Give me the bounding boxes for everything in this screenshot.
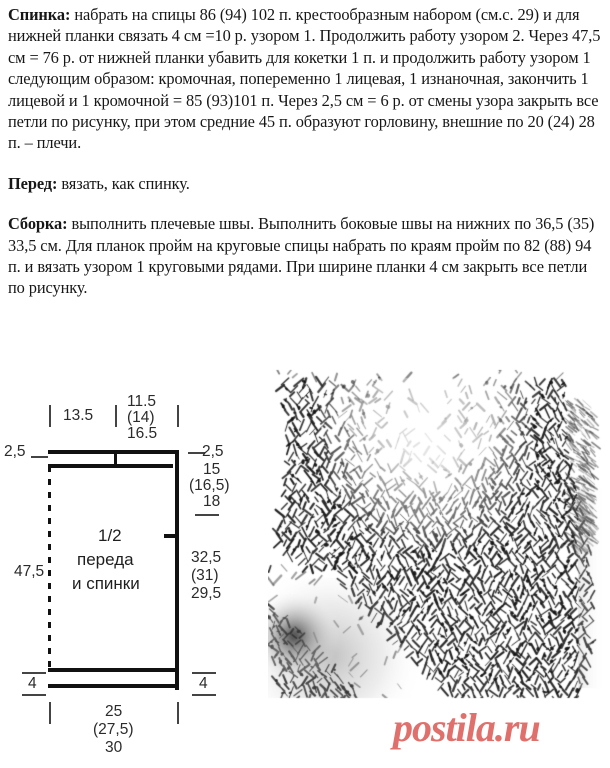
paragraph-assembly-body: выполнить плечевые швы. Выполнить боковые швы на нижних по 36,5 (35) 33,5 см. Для планок пройм на круговые спицы набрать по краям пройм по 82 (88) 94 п. и вязать узором 1 круговыми рядами. При ширине планки 4 см закрыть все петли по рисунку. <box>8 214 595 298</box>
garment-schematic <box>0 382 266 768</box>
dim-right-side-3: 29,5 <box>191 585 222 602</box>
dim-tick-left-bottom-b <box>22 694 46 696</box>
paragraph-assembly <box>8 213 604 299</box>
dim-bottom-width-3: 30 <box>105 739 123 756</box>
instructions-block <box>8 4 604 299</box>
dim-top-neck-1: 11.5 <box>127 393 157 410</box>
dim-tick-top-right <box>177 405 179 427</box>
dim-right-side-1: 32,5 <box>191 549 222 566</box>
outline-right-edge <box>175 450 179 690</box>
schematic-center-label-line1: 1/2 <box>98 526 122 545</box>
dim-bottom-width-2: (27,5) <box>93 721 134 738</box>
garment-photo <box>268 368 604 720</box>
dim-right-armhole-3: 18 <box>203 493 221 510</box>
dim-tick-left-top <box>31 456 48 458</box>
paragraph-front-body: вязать, как спинку. <box>57 173 190 193</box>
outline-armhole-tick <box>164 534 175 538</box>
dim-top-shoulder: 13.5 <box>63 407 94 424</box>
garment-photo-canvas <box>268 368 604 720</box>
dim-right-armhole-1: 15 <box>203 461 221 478</box>
dim-tick-right-armhole <box>195 514 219 516</box>
dim-tick-right-bottom-b <box>192 694 216 696</box>
dim-tick-left-bottom-a <box>22 672 46 674</box>
outline-bottom-band-top-edge <box>48 668 179 672</box>
dim-left-bottom: 4 <box>28 675 37 692</box>
outline-bottom-edge <box>48 684 179 688</box>
dim-tick-bottom-right <box>177 702 179 724</box>
paragraph-front-lead: Перед: <box>8 173 58 193</box>
site-watermark: postila.ru <box>393 705 540 750</box>
dim-top-neck-2: (14) <box>127 409 155 426</box>
dim-tick-top-left <box>49 405 51 427</box>
dim-bottom-width-1: 25 <box>105 703 123 720</box>
outline-shoulder-divider-tick <box>114 450 117 466</box>
paragraph-front <box>8 173 604 194</box>
dim-top-neck-3: 16.5 <box>127 425 158 442</box>
paragraph-assembly-lead: Сборка: <box>8 214 68 234</box>
dim-right-bottom: 4 <box>199 675 208 692</box>
paragraph-back <box>8 4 604 154</box>
paragraph-back-body: набрать на спицы 86 (94) 102 п. крестообразным набором (см.с. 29) и для нижней планки связать 4 см =10 р. узором 1. Продолжить работу узором 2. Через 47,5 см = 76 р. от нижней планки убавить для кокетки 1 п. и продолжить работу узором 1 следующим образом: кромочная, попеременно 1 лицевая, 1 изнаночная, закончить 1 лицевой и 1 кромочной = 85 (93)101 п. Через 2,5 см = 6 р. от смены узора закрыть все петли по рисунку, при этом средние 45 п. образуют горловину, внешние по 20 (24) 28 п. – плечи. <box>8 5 601 153</box>
paragraph-back-lead: Спинка: <box>8 5 71 24</box>
dim-tick-top-mid <box>115 405 117 427</box>
schematic-center-label-line2: переда <box>77 550 134 569</box>
outline-neckband-edge <box>48 464 173 468</box>
dim-left-top: 2,5 <box>4 443 26 460</box>
dim-right-top: 2,5 <box>202 443 224 460</box>
dim-right-side-2: (31) <box>191 567 219 584</box>
dim-tick-bottom-left <box>49 702 51 724</box>
garment-outline <box>48 450 179 690</box>
dim-tick-right-bottom-a <box>192 672 216 674</box>
schematic-center-label-line3: и спинки <box>72 574 140 593</box>
outline-left-fold-line <box>48 466 51 674</box>
dim-left-body: 47,5 <box>14 563 45 580</box>
dim-right-armhole-2: (16,5) <box>189 477 230 494</box>
